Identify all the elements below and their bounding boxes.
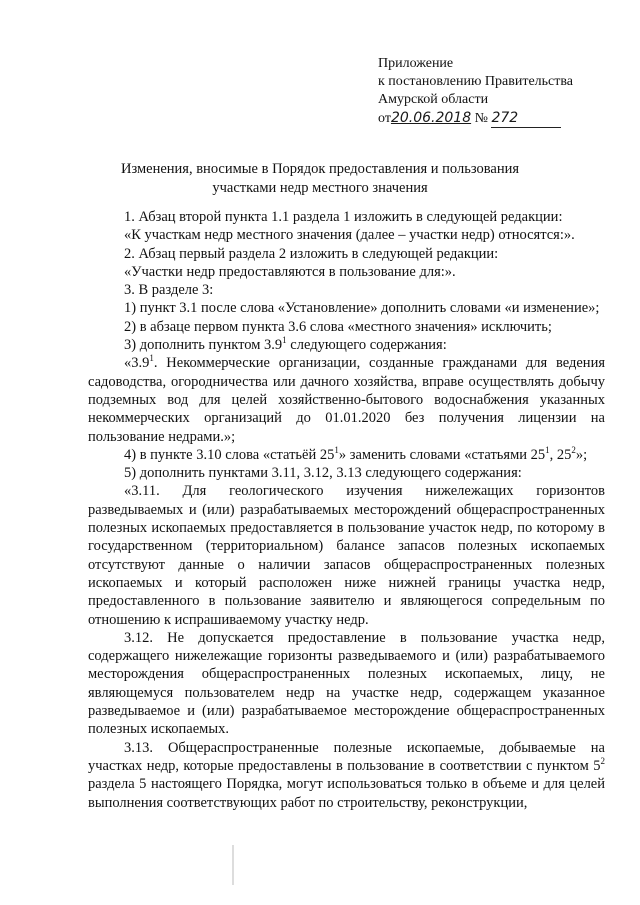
superscript: 1 (149, 353, 154, 364)
text-run: 3.13. Общераспространенные полезные ископаемые, добываемые на участках недр, которые предоставлены в пользование в соответствии с пунктом 5 (88, 739, 605, 774)
text-run: 3) дополнить пунктом 3.9 (124, 337, 283, 354)
superscript: 1 (545, 445, 550, 456)
paragraph: «Участки недр предоставляются в пользование для:». (124, 263, 456, 280)
paragraph: «К участкам недр местного значения (далее – участки недр) относятся:». (124, 227, 575, 244)
paragraph (88, 354, 605, 445)
text-run: »; (575, 446, 588, 463)
superscript: 2 (571, 445, 576, 456)
resolution-ref: к постановлению Правительства (378, 74, 574, 89)
paragraph: 5) дополнить пунктами 3.11, 3.12, 3.13 следующего содержания: (124, 465, 522, 482)
paragraph: 2) в абзаце первом пункта 3.6 слова «местного значения» исключить; (124, 318, 552, 335)
number-prefix: № (474, 111, 488, 126)
paragraph: 1. Абзац второй пункта 1.1 раздела 1 изложить в следующей редакции: (124, 209, 563, 225)
document-body (88, 208, 605, 812)
text-run: 4) в пункте 3.10 слова «статьёй 25 (124, 446, 335, 463)
handwritten-number: 272 (491, 109, 561, 128)
paragraph: «3.11. Для геологического изучения нижележащих горизонтов разведываемых и (или) разрабатываемых месторождений общераспространенных полезных ископаемых предоставляется в пользование участок недр, по которому в государственном (территориальном) балансе запасов полезных ископаемых отсутствуют данные о наличии запасов общераспространенных полезных ископаемых и который расположен ниже нижней границы участка недр, предоставленного в пользование заявителю и являющегося сопредельным по отношению к испрашиваемому участку недр. (88, 483, 605, 628)
date-prefix: от (378, 111, 391, 126)
scan-artifact (232, 845, 234, 885)
paragraph (88, 336, 605, 354)
paragraph (88, 739, 605, 812)
paragraph: 3.12. Не допускается предоставление в пользование участка недр, содержащего нижележащие горизонты разведываемого и (или) разрабатываемого месторождения общераспространенных полезных ископаемых, лицу, не являющемуся пользователем недр на участке недр, содержащем указанное разведываемое и (или) разрабатываемое месторождение общераспространенных полезных ископаемых. (88, 629, 605, 738)
document-title (80, 160, 560, 198)
text-run: . Некоммерческие организации, созданные гражданами для ведения садоводства, огородничества или дачного хозяйства, вправе осуществлять добычу подземных вод для целей хозяйственно-бытового водоснабжения указанных некоммерческих организаций до 01.01.2020 без получения лицензии на пользование недрами.»; (88, 355, 605, 445)
text-run: » заменить словами «статьями 25 (338, 446, 546, 463)
superscript: 2 (600, 756, 605, 767)
superscript: 1 (282, 335, 287, 346)
region-name: Амурской области (378, 92, 489, 107)
appendix-label: Приложение (378, 56, 454, 71)
paragraph: 1) пункт 3.1 после слова «Установление» дополнить словами «и изменение»; (124, 300, 600, 317)
title-line-1: Изменения, вносимые в Порядок предоставления и пользования (120, 161, 520, 177)
paragraph: 2. Абзац первый раздела 2 изложить в следующей редакции: (124, 245, 499, 262)
text-run: следующего содержания: (286, 337, 447, 354)
appendix-header (378, 55, 573, 128)
paragraph: 3. В разделе 3: (124, 282, 214, 299)
superscript: 1 (334, 445, 339, 456)
text-run: , 25 (549, 446, 572, 463)
date-number-line (378, 109, 573, 128)
handwritten-date: 20.06.2018 (390, 110, 472, 126)
paragraph (88, 446, 605, 464)
text-run: раздела 5 настоящего Порядка, могут использоваться только в объеме и для целей выполнения соответствующих работ по строительству, реконструкции, (88, 776, 605, 811)
title-line-2: участками недр местного значения (212, 180, 428, 196)
text-run: «3.9 (124, 355, 150, 372)
